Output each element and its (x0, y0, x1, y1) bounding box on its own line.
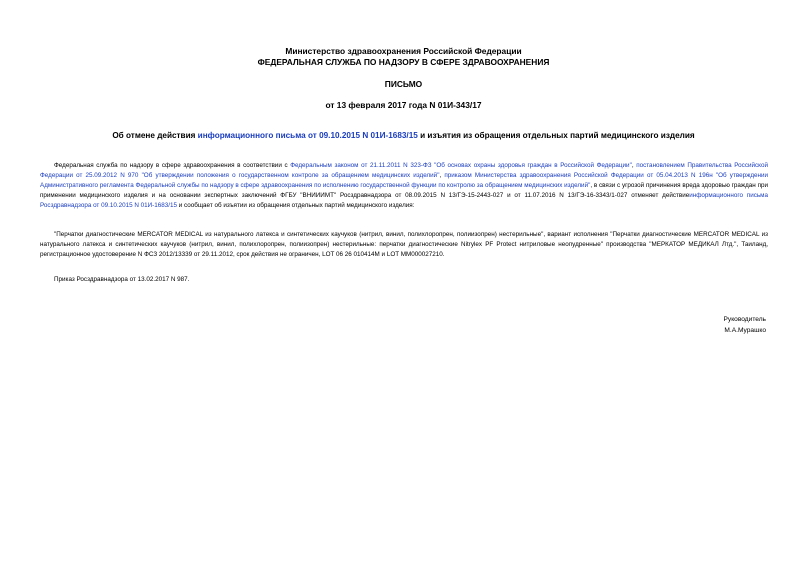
para1-text-2: , (631, 162, 637, 169)
para1-text-1: Федеральная служба по надзору в сфере здравоохранения в соответствии с (54, 162, 291, 169)
ministry-name: Министерство здравоохранения Российской Федерации (285, 46, 522, 56)
link-info-letter-1683[interactable]: информационного письма Росздравнадзора от 09.10.2015 N 01И-1683/15 (40, 192, 768, 209)
title-text-end: и изъятия из обращения отдельных партий медицинского изделия (417, 131, 695, 140)
service-name: ФЕДЕРАЛЬНАЯ СЛУЖБА ПО НАДЗОРУ В СФЕРЕ ЗДРАВООХРАНЕНИЯ (257, 57, 550, 67)
title-link-info-letter[interactable]: информационного письма от 09.10.2015 N 01И-1683/15 (197, 131, 418, 140)
order-reference: Приказ Росздравнадзора от 13.02.2017 N 987. (54, 276, 190, 283)
paragraph-device (40, 230, 768, 260)
paragraph-order (40, 275, 768, 285)
document-type: ПИСЬМО (384, 79, 423, 89)
para1-text-5: и сообщает об изъятии из обращения отдельных партий медицинского изделия: (177, 202, 415, 209)
para1-text-3: , (439, 172, 445, 179)
signature-name: М.А.Мурашко (724, 327, 766, 334)
link-government-decree-970[interactable]: постановлением Правительства Российской Федерации от 25.09.2012 N 970 "Об утверждении положения о государственном контроле за обращением медицинских изделий" (40, 162, 768, 179)
device-description: "Перчатки диагностические MERCATOR MEDICAL из натурального латекса и синтетических каучуков (нитрил, винил, полихлоропрен, полиизопрен) нестерильные", вариант исполнения "Перчатки диагностические MERCATOR MEDICAL из натурального латекса и синтетических каучуков (нитрил, винил, полихлоропрен, полиизопрен) нестерильные: перчатки диагностические Nitrylex PF Protect нитриловые неопудренные" производства "МЕРКАТОР МЕДИКАЛ Лтд.", Таиланд, регистрационное удостоверение N ФСЗ 2012/13339 от 29.11.2012, срок действия не ограничен, LOT 06 26 010414M и LOT MM000027210. (40, 231, 768, 258)
link-federal-law-323[interactable]: Федеральным законом от 21.11.2011 N 323-ФЗ "Об основах охраны здоровья граждан в Российской Федерации" (290, 162, 632, 169)
para1-text-4: , в связи с угрозой причинения вреда здоровью граждан при применении медицинского изделия и на основании экспертных заключений ФГБУ "ВНИИИМТ" Росздравнадзора от 08.09.2015 N 13/ГЭ-15-2443-027 и от 11.07.2016 N 13/ГЭ-16-3343/1-027 отменяет действие (40, 182, 768, 199)
link-ministry-order-196n[interactable]: приказом Министерства здравоохранения Российской Федерации от 05.04.2013 N 196н "Об утверждении Административного регламента Федеральной службы по надзору в сфере здравоохранения по исполнению государственной функции по контролю за обращением медицинских изделий" (40, 172, 769, 189)
paragraph-main (40, 161, 768, 211)
title-text-start: Об отмене действия (112, 131, 198, 140)
document-date-number: от 13 февраля 2017 года N 01И-343/17 (325, 100, 482, 110)
signature-role: Руководитель (723, 316, 766, 323)
document-title (0, 131, 807, 140)
